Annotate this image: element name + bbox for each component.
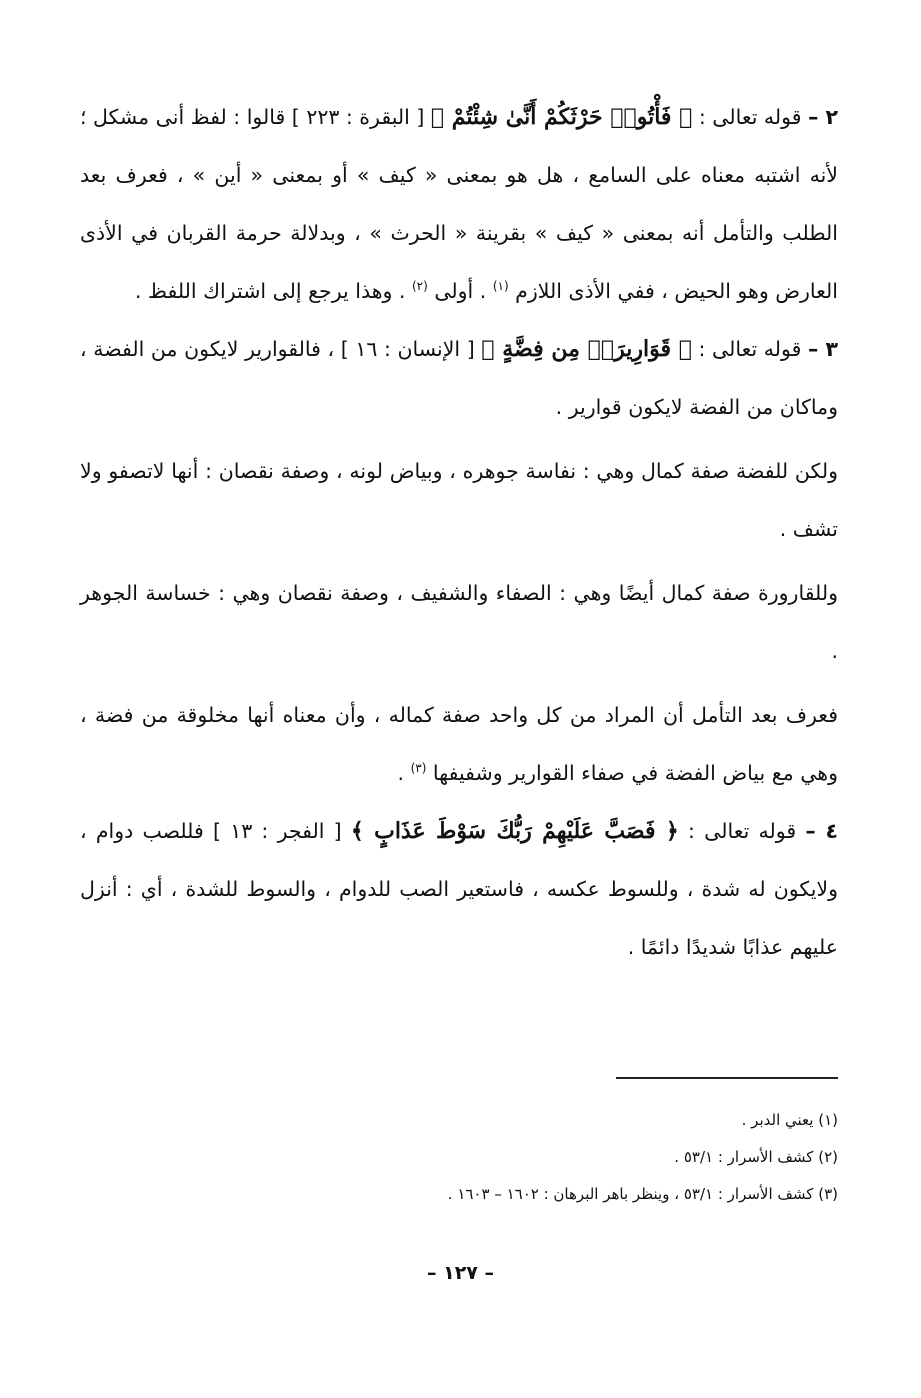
quran-verse: ﴿ فَصَبَّ عَلَيْهِمْ رَبُّكَ سَوْطَ عَذَابٍ ﴾ (350, 818, 679, 844)
footnote-ref: (٣) (410, 761, 427, 776)
paragraph-example-3: ٣ – قوله تعالى : ﴿ قَوَارِيرَا۟ مِن فِضَّةٍ ﴾ [ الإنسان : ١٦ ] ، فالقوارير لايكون من الفضة ، وماكان من الفضة لايكون قوارير . (80, 336, 838, 419)
footnotes (80, 1102, 838, 1213)
footnote-divider (616, 1077, 838, 1079)
footnote-3: (٣) كشف الأسرار : ٥٣/١ ، وينظر باهر البرهان : ١٦٠٢ – ١٦٠٣ . (447, 1185, 838, 1203)
page-number: – ١٢٧ – (426, 1262, 495, 1284)
quran-verse: ﴿ فَأْتُوا۟ حَرْثَكُمْ أَنَّىٰ شِئْتُمْ ﴾ (430, 104, 693, 130)
paragraph-glass: وللقارورة صفة كمال أيضًا وهي : الصفاء والشفيف ، وصفة نقصان وهي : خساسة الجوهر . (80, 581, 838, 663)
main-text (80, 88, 838, 976)
quran-verse: ﴿ قَوَارِيرَا۟ مِن فِضَّةٍ ﴾ (481, 336, 692, 362)
footnote-ref: (٢) (411, 279, 428, 294)
footnote-ref: (١) (492, 279, 509, 294)
example-number: ٣ – (808, 337, 838, 361)
paragraph-example-4: ٤ – قوله تعالى : ﴿ فَصَبَّ عَلَيْهِمْ رَبُّكَ سَوْطَ عَذَابٍ ﴾ [ الفجر : ١٣ ] فللصب دوام ، ولايكون له شدة ، وللسوط عكسه ، فاستعير الصب للدوام ، والسوط للشدة ، أي : أنزل عليهم عذابًا شديدًا دائمًا . (80, 818, 838, 959)
paragraph-example-2: ٢ – قوله تعالى : ﴿ فَأْتُوا۟ حَرْثَكُمْ أَنَّىٰ شِئْتُمْ ﴾ [ البقرة : ٢٢٣ ] قالوا : لفظ أنى مشكل ؛ لأنه اشتبه معناه على السامع ، هل هو بمعنى « كيف » أو بمعنى « أين » ، فعرف بعد الطلب والتأمل أنه بمعنى « كيف » بقرينة « الحرث » ، وبدلالة حرمة القربان في الأذى العارض وهو الحيض ، ففي الأذى اللازم $^{(١)}$ . أولى $^{(٢)}$ . وهذا يرجع إلى اشتراك اللفظ . (80, 104, 838, 303)
example-number: ٤ – (805, 819, 838, 843)
footnote-1: (١) يعني الدبر . (741, 1111, 838, 1129)
paragraph-conclusion: فعرف بعد التأمل أن المراد من كل واحد صفة كماله ، وأن معناه أنها مخلوقة من فضة ، وهي مع بياض الفضة في صفاء القوارير وشفيفها $^{(٣)}$ . (80, 703, 838, 785)
example-number: ٢ – (808, 105, 838, 129)
paragraph-silver: ولكن للفضة صفة كمال وهي : نفاسة جوهره ، وبياض لونه ، وصفة نقصان : أنها لاتصفو ولا تشف . (80, 459, 838, 541)
footnote-2: (٢) كشف الأسرار : ٥٣/١ . (674, 1148, 838, 1166)
